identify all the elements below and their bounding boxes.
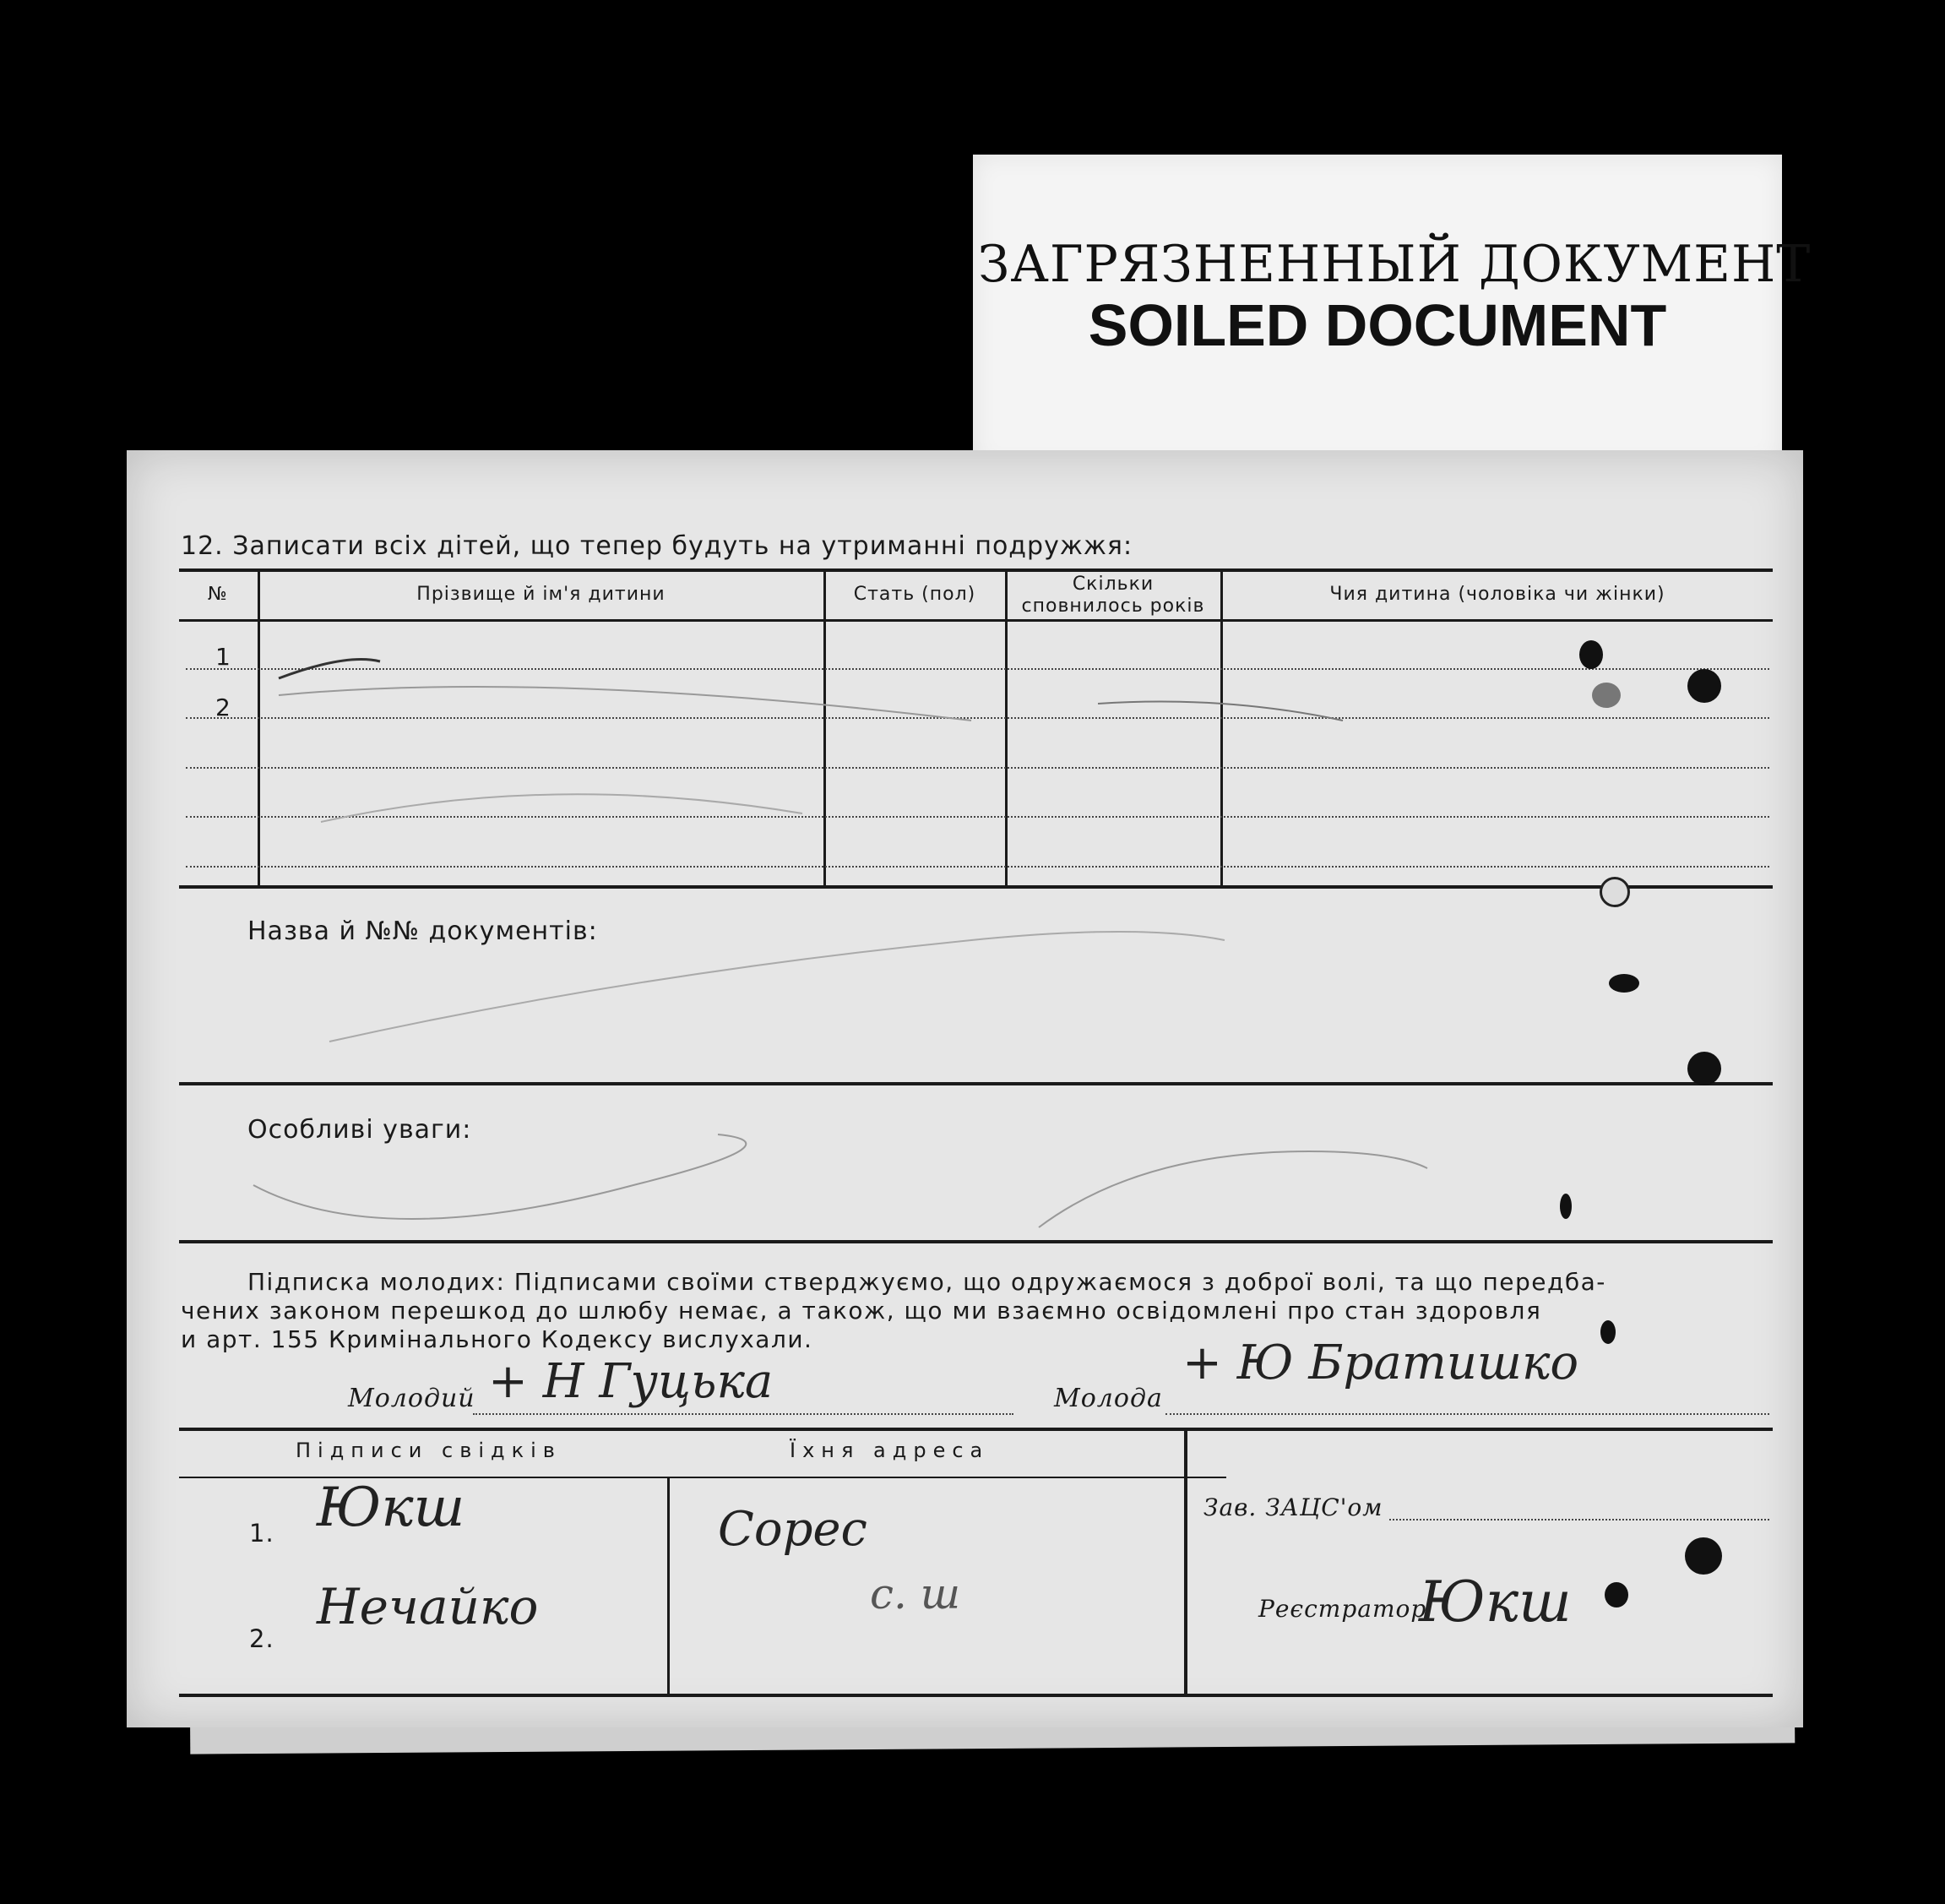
- address-header: Їхня адреса: [790, 1439, 990, 1462]
- notice-russian: ЗАГРЯЗНЕННЫЙ ДОКУМЕНТ: [978, 235, 1812, 294]
- header-age-line1: Скільки: [1072, 574, 1155, 595]
- groom-signature: + Н Гуцька: [488, 1354, 774, 1409]
- edge-hole-mark: [1685, 1537, 1722, 1575]
- witness-number-2: 2.: [249, 1624, 274, 1653]
- declaration-line-2: чених законом перешкод до шлюбу немає, а також, що ми взаємно освідомлені про стан здоровля: [181, 1297, 1542, 1325]
- section-12-title: 12. Записати всіх дітей, що тепер будуть на утриманні подружжя:: [181, 531, 1133, 561]
- witness-number-1: 1.: [249, 1519, 274, 1548]
- marriage-record-form: [127, 450, 1803, 1727]
- remarks-label: Особливі уваги:: [247, 1115, 472, 1145]
- witness-address-2: с. ш: [870, 1569, 961, 1618]
- declaration-line-3: и арт. 155 Кримінального Кодексу вислухали.: [181, 1325, 813, 1353]
- pencil-strokes: [127, 450, 1803, 1727]
- groom-label: Молодий: [348, 1384, 475, 1413]
- punch-hole-mark: [1579, 640, 1603, 669]
- declaration-line-1: Підписка молодих: Підписами своїми стверджуємо, що одружаємося з доброї волі, та що передба-: [247, 1268, 1606, 1296]
- registrar-label: Реєстратор: [1258, 1595, 1427, 1623]
- punch-hole-mark: [1600, 1320, 1616, 1344]
- header-whose-child: Чия дитина (чоловіка чи жінки): [1329, 584, 1665, 605]
- notice-english: SOILED DOCUMENT: [1088, 292, 1667, 358]
- punch-hole-mark: [1605, 1582, 1628, 1608]
- header-sex: Стать (пол): [853, 584, 976, 605]
- registrar-signature: Юкш: [1419, 1569, 1572, 1635]
- edge-hole-mark: [1687, 669, 1721, 703]
- punch-hole-mark: [1600, 877, 1630, 907]
- edge-hole-mark: [1687, 1052, 1721, 1085]
- header-child-name: Прізвище й ім'я дитини: [416, 584, 666, 605]
- bride-label: Молода: [1054, 1384, 1163, 1413]
- row-number-2: 2: [215, 694, 231, 721]
- witness-signatures-header: Підписи свідків: [296, 1439, 562, 1462]
- bride-signature: + Ю Братишко: [1182, 1336, 1579, 1390]
- punch-hole-mark: [1609, 974, 1639, 993]
- witness-address: Сорес: [718, 1502, 867, 1557]
- header-age-line2: сповнилось років: [1021, 596, 1205, 617]
- header-number: №: [208, 584, 228, 605]
- witness-2-signature: Нечайко: [317, 1578, 539, 1635]
- punch-hole-mark: [1560, 1194, 1572, 1219]
- soiled-document-notice: [973, 155, 1812, 467]
- witness-1-signature: Юкш: [317, 1477, 465, 1539]
- row-number-1: 1: [215, 643, 231, 671]
- head-label: Зав. ЗАЦС'ом: [1203, 1493, 1383, 1521]
- documents-label: Назва й №№ документів:: [247, 917, 598, 946]
- punch-hole-mark: [1592, 683, 1621, 708]
